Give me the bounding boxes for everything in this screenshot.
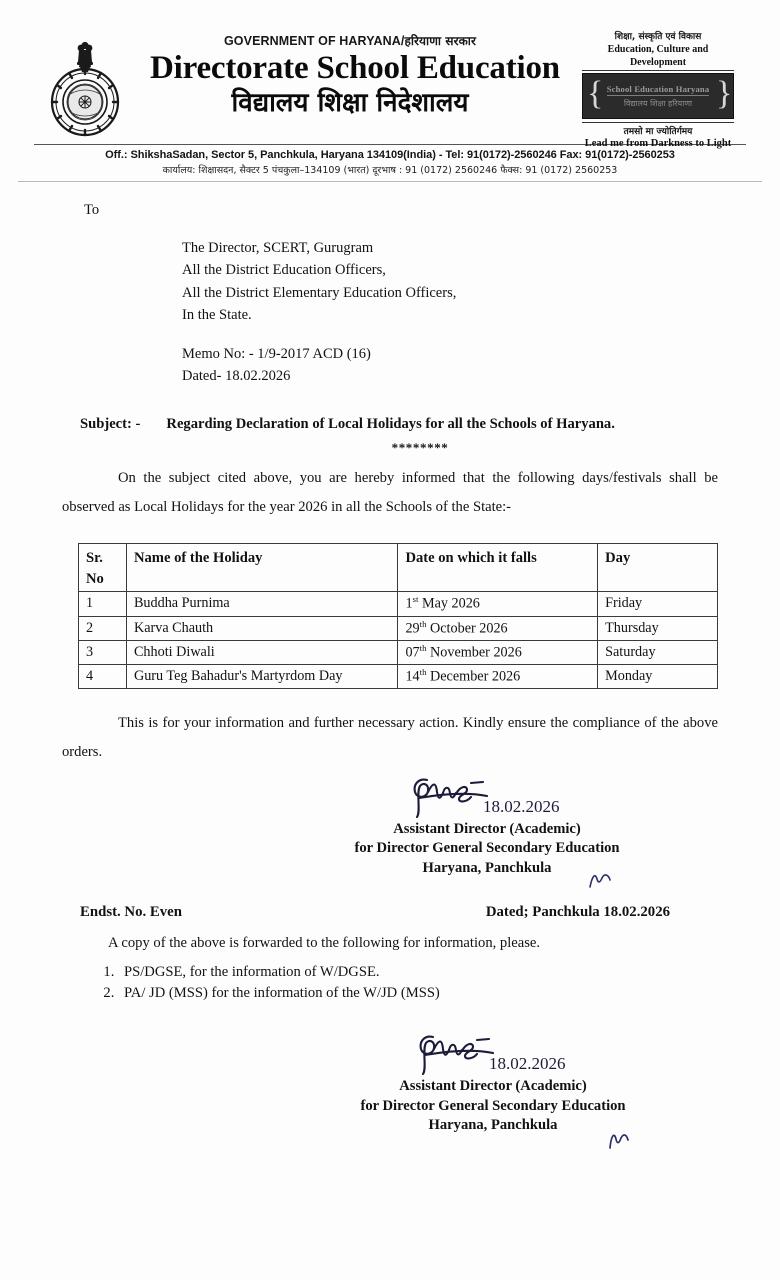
cell-holiday-name: Guru Teg Bahadur's Martyrdom Day [126, 665, 397, 689]
cell-holiday-name: Karva Chauth [126, 616, 397, 640]
forward-list [62, 962, 718, 1006]
closing-paragraph: This is for your information and further necessary action. Kindly ensure the compliance of the above orders. [62, 715, 718, 760]
motto-top-en: Education, Culture and Development [582, 43, 734, 71]
date-rest: December 2026 [426, 668, 521, 685]
cell-date [398, 616, 598, 640]
department-logo [582, 32, 734, 150]
directorate-title-en: Directorate School Education [150, 50, 560, 86]
addressee-list [182, 237, 718, 327]
cell-holiday-name: Chhoti Diwali [126, 640, 397, 664]
subject-row [80, 414, 718, 435]
date-number: 07 [405, 644, 420, 661]
cell-sr: 3 [79, 640, 127, 664]
signature-designation-line1: Assistant Director (Academic) [393, 821, 581, 838]
signature-block-1 [252, 772, 722, 878]
address-divider [18, 181, 762, 182]
initial-mark-icon [604, 1128, 630, 1150]
cell-date [398, 640, 598, 664]
memo-block [182, 344, 718, 388]
col-header-sr-line2: No [86, 570, 104, 587]
date-ordinal: th [419, 642, 427, 653]
intro-paragraph: On the subject cited above, you are hereby informed that the following days/festivals shall be observed as Local Holidays for the year 2026 in all the Schools of the State:- [62, 470, 718, 515]
list-item: 2. PA/ JD (MSS) for the information of the W/JD (MSS) [118, 983, 718, 1005]
motto-bottom-hi: तमसो मा ज्योतिर्गमय [582, 122, 734, 137]
table-row [79, 616, 718, 640]
subject-text: Regarding Declaration of Local Holidays for all the Schools of Haryana. [166, 415, 615, 432]
col-header-date: Date on which it falls [398, 544, 598, 592]
date-rest: October 2026 [426, 620, 508, 637]
government-line-hi: हरियाणा सरकार [404, 34, 477, 48]
plate-text-hi: विद्यालय शिक्षा हरियाणा [623, 98, 693, 108]
cell-date [398, 592, 598, 616]
signature-date-1: 18.02.2026 [483, 797, 560, 817]
motto-top-hi: शिक्षा, संस्कृति एवं विकास [614, 32, 702, 42]
cell-holiday-name: Buddha Purnima [126, 592, 397, 616]
table-row [79, 665, 718, 689]
endorsement-row [62, 902, 718, 923]
addressee-line: All the District Education Officers, [182, 262, 386, 279]
endorsement-date: Dated; Panchkula 18.02.2026 [485, 903, 670, 920]
cell-sr: 1 [79, 592, 127, 616]
haryana-state-emblem-icon [44, 36, 126, 142]
date-ordinal: th [419, 618, 427, 629]
table-header-row [79, 544, 718, 592]
letterhead-center [150, 32, 560, 119]
date-ordinal: st [412, 594, 419, 605]
forward-copy-line: A copy of the above is forwarded to the following for information, please. [108, 934, 541, 951]
table-row [79, 592, 718, 616]
cell-day: Friday [598, 592, 718, 616]
right-bracket-icon: } [716, 75, 733, 113]
signature-designation-line2: for Director General Secondary Education [354, 840, 620, 857]
cell-day: Saturday [598, 640, 718, 664]
letter-body [0, 200, 780, 1135]
initial-mark-icon [586, 869, 612, 889]
cell-sr: 4 [79, 665, 127, 689]
government-line-en: GOVERNMENT OF HARYANA/ [223, 34, 405, 48]
plate-text-en: School Education Haryana [606, 83, 710, 94]
cell-day: Thursday [598, 616, 718, 640]
col-header-sr-no [79, 544, 127, 592]
government-line [150, 32, 550, 49]
cell-sr: 2 [79, 616, 127, 640]
to-label: To [84, 202, 100, 218]
signature-designation-line3: Haryana, Panchkula [252, 859, 722, 878]
memo-date: Dated- 18.02.2026 [182, 368, 291, 385]
holiday-table [78, 543, 718, 689]
memo-number: Memo No: - 1/9-2017 ACD (16) [182, 346, 371, 363]
date-ordinal: th [419, 667, 427, 678]
addressee-line: The Director, SCERT, Gurugram [182, 239, 374, 256]
directorate-title-hi: विद्यालय शिक्षा निदेशालय [231, 87, 469, 118]
asterisk-separator: ******** [391, 439, 449, 455]
date-number: 14 [405, 668, 420, 685]
office-address-hi: कार्यालय: शिक्षासदन, सैक्टर 5 पंचकुला–134109 (भारत) दूरभाष : 91 (0172) 2560246 फैक्स: 91 (0172) 2560253 [162, 165, 618, 176]
table-row [79, 640, 718, 664]
date-number: 29 [405, 620, 420, 637]
list-item: 1. PS/DGSE, for the information of W/DGSE. [118, 962, 718, 984]
office-address-en: Off.: ShikshaSadan, Sector 5, Panchkula, Haryana 134109(India) - Tel: 91(0172)-2560246 Fax: 91(0172)-2560253 [105, 149, 675, 161]
date-rest: May 2026 [418, 596, 480, 613]
col-header-name: Name of the Holiday [126, 544, 397, 592]
addressee-line: All the District Elementary Education Officers, [182, 284, 457, 301]
motto-bottom-en: Lead me from Darkness to Light [584, 138, 732, 150]
signature-designation-line2: for Director General Secondary Education [360, 1097, 626, 1114]
left-bracket-icon: { [587, 75, 604, 113]
signature-designation-line3: Haryana, Panchkula [258, 1116, 728, 1135]
addressee-line: In the State. [182, 306, 252, 323]
signature-designation-line1: Assistant Director (Academic) [399, 1078, 587, 1095]
handwritten-signature-icon [252, 772, 722, 818]
subject-label: Subject: - [80, 415, 141, 432]
cell-date [398, 665, 598, 689]
col-header-sr-line1: Sr. [86, 550, 103, 567]
cell-day: Monday [598, 665, 718, 689]
endorsement-label: Endst. No. Even [80, 903, 182, 920]
date-number: 1 [405, 596, 413, 613]
holiday-table-wrapper [78, 543, 718, 689]
date-rest: November 2026 [426, 644, 522, 661]
signature-block-2 [258, 1029, 728, 1135]
letterhead [0, 0, 780, 150]
signature-date-2: 18.02.2026 [489, 1054, 566, 1074]
handwritten-signature-icon [258, 1029, 728, 1075]
logo-plate-box [582, 73, 734, 119]
col-header-day: Day [598, 544, 718, 592]
